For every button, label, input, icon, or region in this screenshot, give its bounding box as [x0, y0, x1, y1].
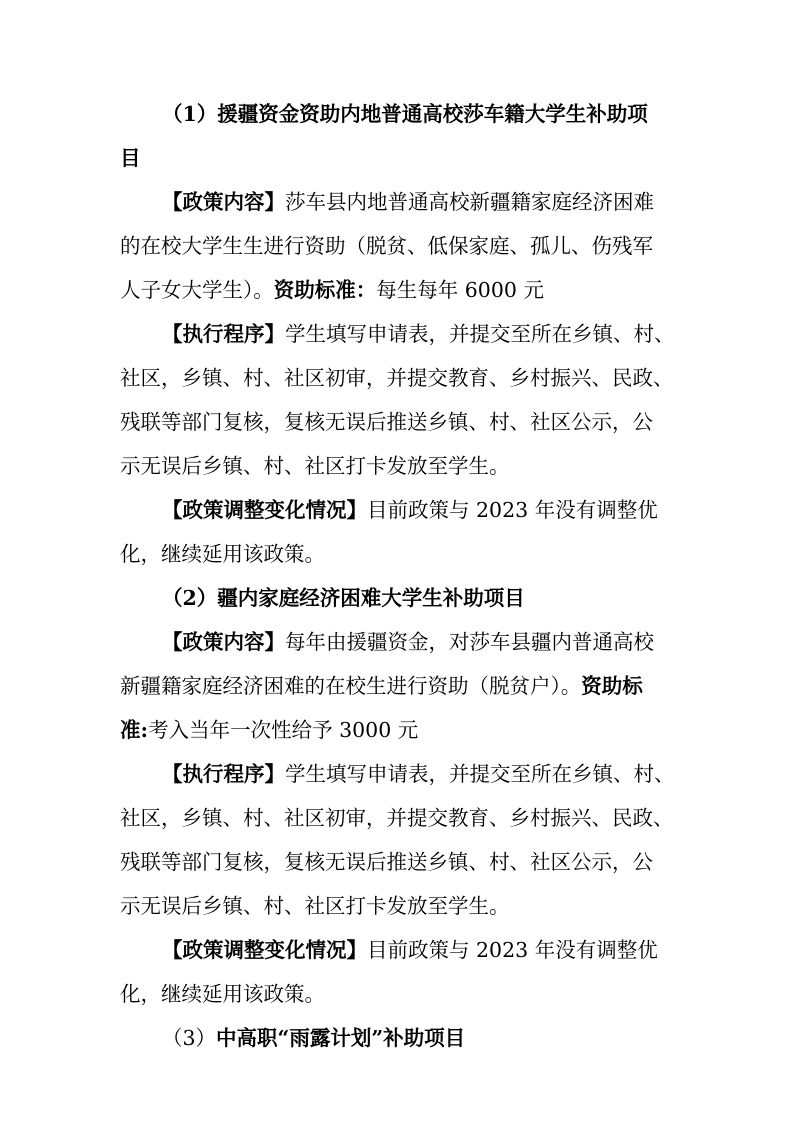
policy-content-text: 新疆籍家庭经济困难的在校生进行资助（脱贫户）。: [120, 674, 582, 698]
section-1-heading-line-2: 目: [120, 146, 141, 170]
policy-content-label: 【政策内容】: [162, 630, 285, 654]
section-2-adjustment-line-1: [162, 932, 658, 968]
section-1-adjustment-line-2: 化，继续延用该政策。: [120, 542, 325, 566]
section-2-procedure-line-1: [162, 756, 675, 792]
procedure-label: 【执行程序】: [162, 762, 285, 786]
policy-content-text: 莎车县内地普通高校新疆籍家庭经济困难: [285, 190, 654, 214]
adjustment-text: 目前政策与 2023 年没有调整优: [367, 938, 658, 962]
section-2-procedure-line-3: 残联等部门复核，复核无误后推送乡镇、村、社区公示，公: [120, 850, 653, 874]
section-3-heading: [162, 1020, 465, 1056]
section-2-heading: （2）疆内家庭经济困难大学生补助项目: [162, 586, 525, 610]
policy-content-label: 【政策内容】: [162, 190, 285, 214]
adjustment-label: 【政策调整变化情况】: [162, 938, 367, 962]
section-1-content-line-3: [120, 272, 544, 308]
procedure-label: 【执行程序】: [162, 322, 285, 346]
section-2-content-line-1: [162, 624, 654, 660]
adjustment-label: 【政策调整变化情况】: [162, 498, 367, 522]
section-1-procedure-line-2: 社区，乡镇、村、社区初审，并提交教育、乡村振兴、民政、: [120, 366, 674, 390]
policy-content-text: 人子女大学生）。: [120, 278, 274, 302]
section-2-content-line-3: [120, 712, 418, 748]
section-1-heading-line-1: （1）援疆资金资助内地普通高校莎车籍大学生补助项: [162, 102, 648, 126]
subsidy-standard-label: 准:: [120, 718, 149, 742]
procedure-text: 学生填写申请表，并提交至所在乡镇、村、: [285, 322, 675, 346]
section-1-content-line-2: 的在校大学生生进行资助（脱贫、低保家庭、孤儿、伤残军: [120, 234, 653, 258]
section-2-adjustment-line-2: 化，继续延用该政策。: [120, 982, 325, 1006]
section-1-procedure-line-1: [162, 316, 675, 352]
subsidy-standard-value: 每生每年 6000 元: [376, 278, 544, 302]
subsidy-standard-label: 资助标准：: [273, 278, 377, 302]
section-3-title: 中高职“雨露计划”补助项目: [216, 1026, 466, 1050]
section-1-procedure-line-3: 残联等部门复核，复核无误后推送乡镇、村、社区公示，公: [120, 410, 653, 434]
subsidy-standard-label: 资助标: [581, 674, 643, 698]
section-1-adjustment-line-1: [162, 492, 658, 528]
policy-content-text: 每年由援疆资金，对莎车县疆内普通高校: [285, 630, 654, 654]
section-3-number: （3）: [162, 1026, 217, 1050]
adjustment-text: 目前政策与 2023 年没有调整优: [367, 498, 658, 522]
section-1-procedure-line-4: 示无误后乡镇、村、社区打卡发放至学生。: [120, 454, 510, 478]
section-2-procedure-line-2: 社区，乡镇、村、社区初审，并提交教育、乡村振兴、民政、: [120, 806, 674, 830]
section-2-content-line-2: [120, 668, 643, 704]
section-1-content-line-1: [162, 184, 654, 220]
subsidy-standard-value: 考入当年一次性给予 3000 元: [148, 718, 419, 742]
procedure-text: 学生填写申请表，并提交至所在乡镇、村、: [285, 762, 675, 786]
section-2-procedure-line-4: 示无误后乡镇、村、社区打卡发放至学生。: [120, 894, 510, 918]
